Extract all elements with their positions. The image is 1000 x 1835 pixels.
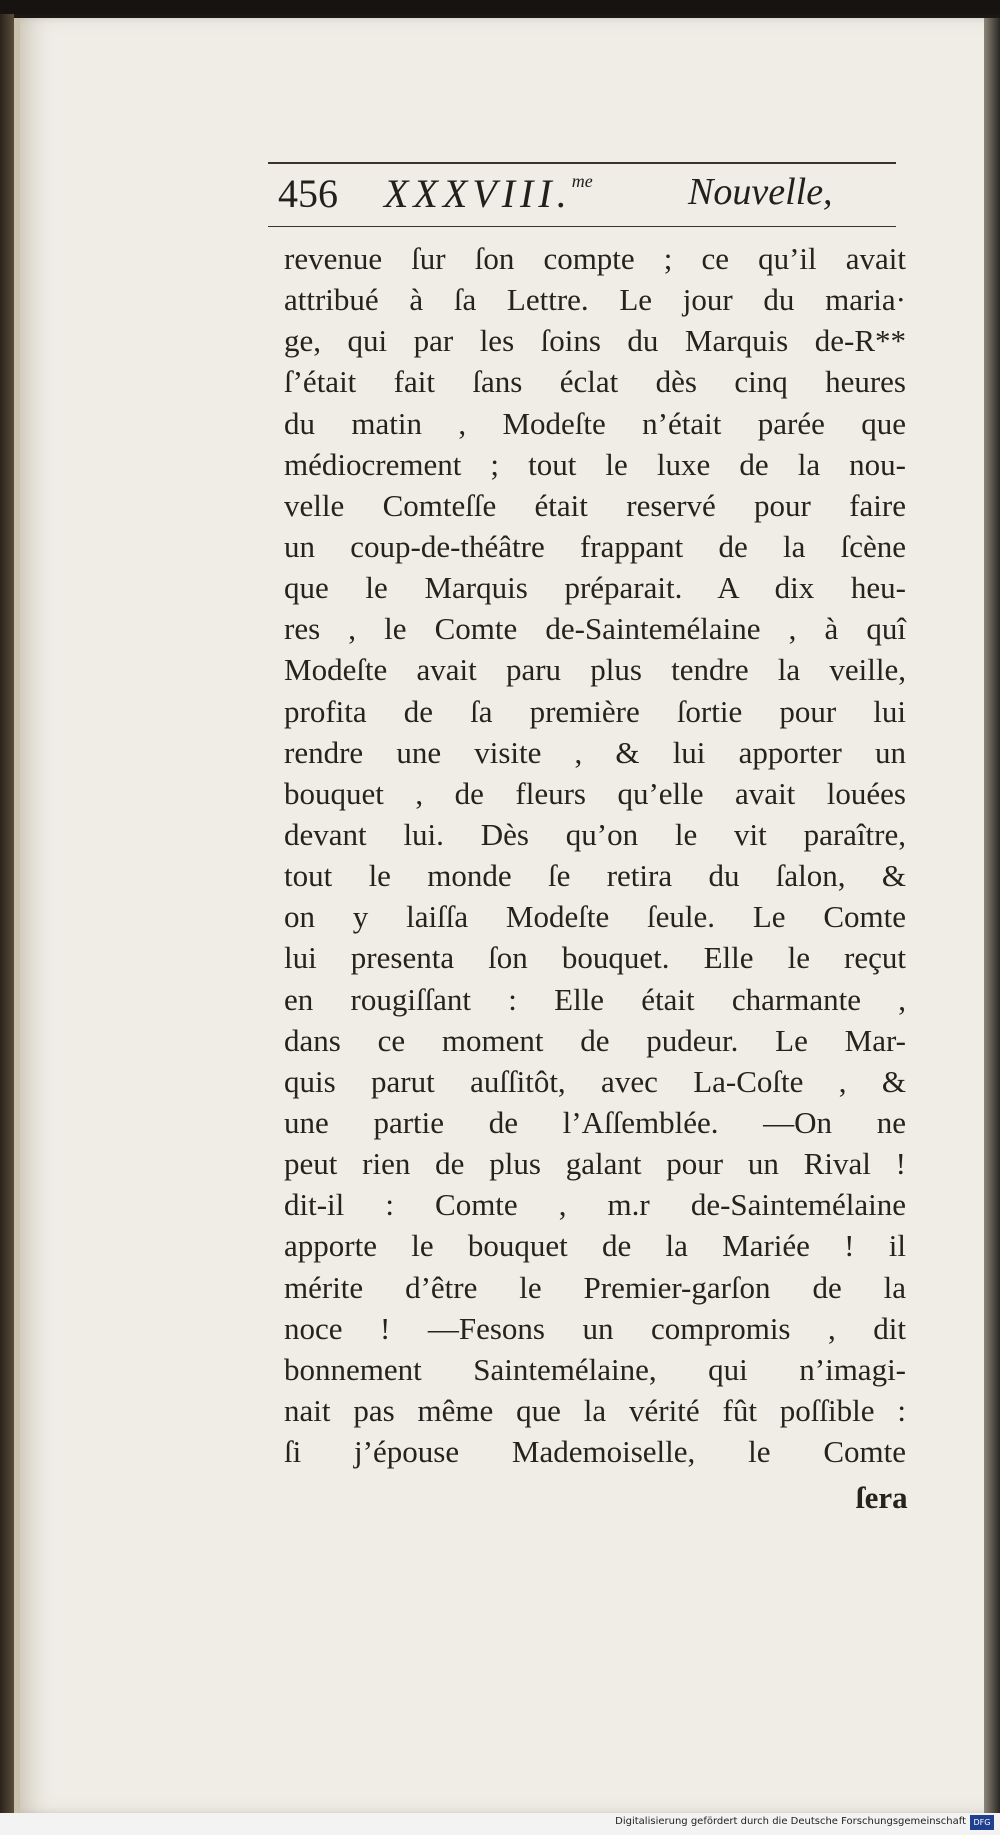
text-line-content: bouquet , de fleurs qu’elle avait louées	[284, 775, 906, 811]
text-line	[284, 691, 906, 732]
text-line-content: attribué à ſa Lettre. Le jour du maria·	[284, 282, 906, 318]
text-line-content: du matin , Modeſte n’était parée que	[284, 405, 906, 441]
text-line-content: dans ce moment de pudeur. Le Mar-	[284, 1022, 906, 1058]
scan-top-border	[0, 0, 1000, 14]
text-line	[284, 608, 906, 649]
text-line	[284, 937, 906, 978]
catchword: ſera	[856, 1480, 908, 1515]
text-line	[284, 1308, 906, 1349]
text-line-content: res , le Comte de-Saintemélaine , à quî	[284, 611, 906, 647]
text-line-content: ſi j’épouse Mademoiselle, le Comte	[284, 1434, 906, 1470]
text-line	[284, 279, 906, 320]
text-line	[284, 320, 906, 361]
dfg-logo: DFG	[970, 1815, 994, 1830]
text-line	[284, 649, 906, 690]
text-line	[284, 403, 906, 444]
text-line	[284, 855, 906, 896]
text-line-content: tout le monde ſe retira du ſalon, &	[284, 858, 906, 894]
text-line-content: lui presenta ſon bouquet. Elle le reçut	[284, 940, 906, 976]
text-line-content: que le Marquis préparait. A dix heu-	[284, 570, 906, 606]
text-line-content: quis parut auſſitôt, avec La-Coſte , &	[284, 1063, 906, 1099]
text-line-content: nait pas même que la vérité fût poſſible :	[284, 1392, 906, 1428]
body-text	[284, 238, 906, 1472]
header-rule-top	[268, 162, 896, 164]
text-line	[284, 979, 906, 1020]
text-line	[284, 444, 906, 485]
text-line	[284, 1390, 906, 1431]
text-line	[284, 526, 906, 567]
text-line	[284, 732, 906, 773]
header-rule-bottom	[268, 226, 896, 227]
text-line	[284, 1020, 906, 1061]
text-line-content: un coup-de-théâtre frappant de la ſcène	[284, 528, 906, 564]
text-line	[284, 1225, 906, 1266]
text-line	[284, 1184, 906, 1225]
text-line-content: ſ’était fait ſans éclat dès cinq heures	[284, 364, 906, 400]
chapter-number: XXXVIII.	[384, 171, 572, 216]
text-line-content: rendre une visite , & lui apporter un	[284, 734, 906, 770]
running-header	[278, 170, 898, 226]
text-line	[284, 1349, 906, 1390]
page-right-edge	[984, 18, 1000, 1813]
text-line	[284, 1061, 906, 1102]
chapter-heading	[384, 170, 593, 217]
text-line-content: ge, qui par les ſoins du Marquis de-R**	[284, 323, 906, 359]
text-line-content: en rougiſſant : Elle était charmante ,	[284, 981, 906, 1017]
text-line	[284, 1143, 906, 1184]
text-line-content: apporte le bouquet de la Mariée ! il	[284, 1228, 906, 1264]
text-line-content: peut rien de plus galant pour un Rival !	[284, 1146, 906, 1182]
text-line	[284, 1102, 906, 1143]
text-line	[284, 896, 906, 937]
book-spine-edge	[0, 14, 14, 1814]
text-line-content: dit-il : Comte , m.r de-Saintemélaine	[284, 1187, 906, 1223]
text-line-content: noce ! —Fesons un compromis , dit	[284, 1310, 906, 1346]
text-line	[284, 1267, 906, 1308]
chapter-suffix: me	[571, 171, 593, 191]
text-line-content: mérite d’être le Premier-garſon de la	[284, 1269, 906, 1305]
text-line	[284, 361, 906, 402]
text-line-content: profita de ſa première ſortie pour lui	[284, 693, 906, 729]
text-line-content: une partie de l’Aſſemblée. —On ne	[284, 1104, 906, 1140]
text-line	[284, 1431, 906, 1472]
text-line	[284, 485, 906, 526]
text-line-content: on y laiſſa Modeſte ſeule. Le Comte	[284, 899, 906, 935]
text-line	[284, 814, 906, 855]
digitization-credit: Digitalisierung gefördert durch die Deutsche Forschungsgemeinschaft	[615, 1816, 966, 1827]
text-line-content: velle Comteſſe était reservé pour faire	[284, 487, 906, 523]
text-line-content: revenue ſur ſon compte ; ce qu’il avait	[284, 241, 906, 276]
text-line	[284, 567, 906, 608]
text-line	[284, 238, 906, 279]
page-number: 456	[278, 171, 338, 216]
text-line-content: Modeſte avait paru plus tendre la veille,	[284, 652, 906, 688]
text-line	[284, 773, 906, 814]
text-line-content: médiocrement ; tout le luxe de la nou-	[284, 446, 906, 482]
running-title: Nouvelle,	[688, 171, 833, 213]
text-line-content: devant lui. Dès qu’on le vit paraître,	[284, 816, 906, 852]
text-line-content: bonnement Saintemélaine, qui n’imagi-	[284, 1351, 906, 1387]
